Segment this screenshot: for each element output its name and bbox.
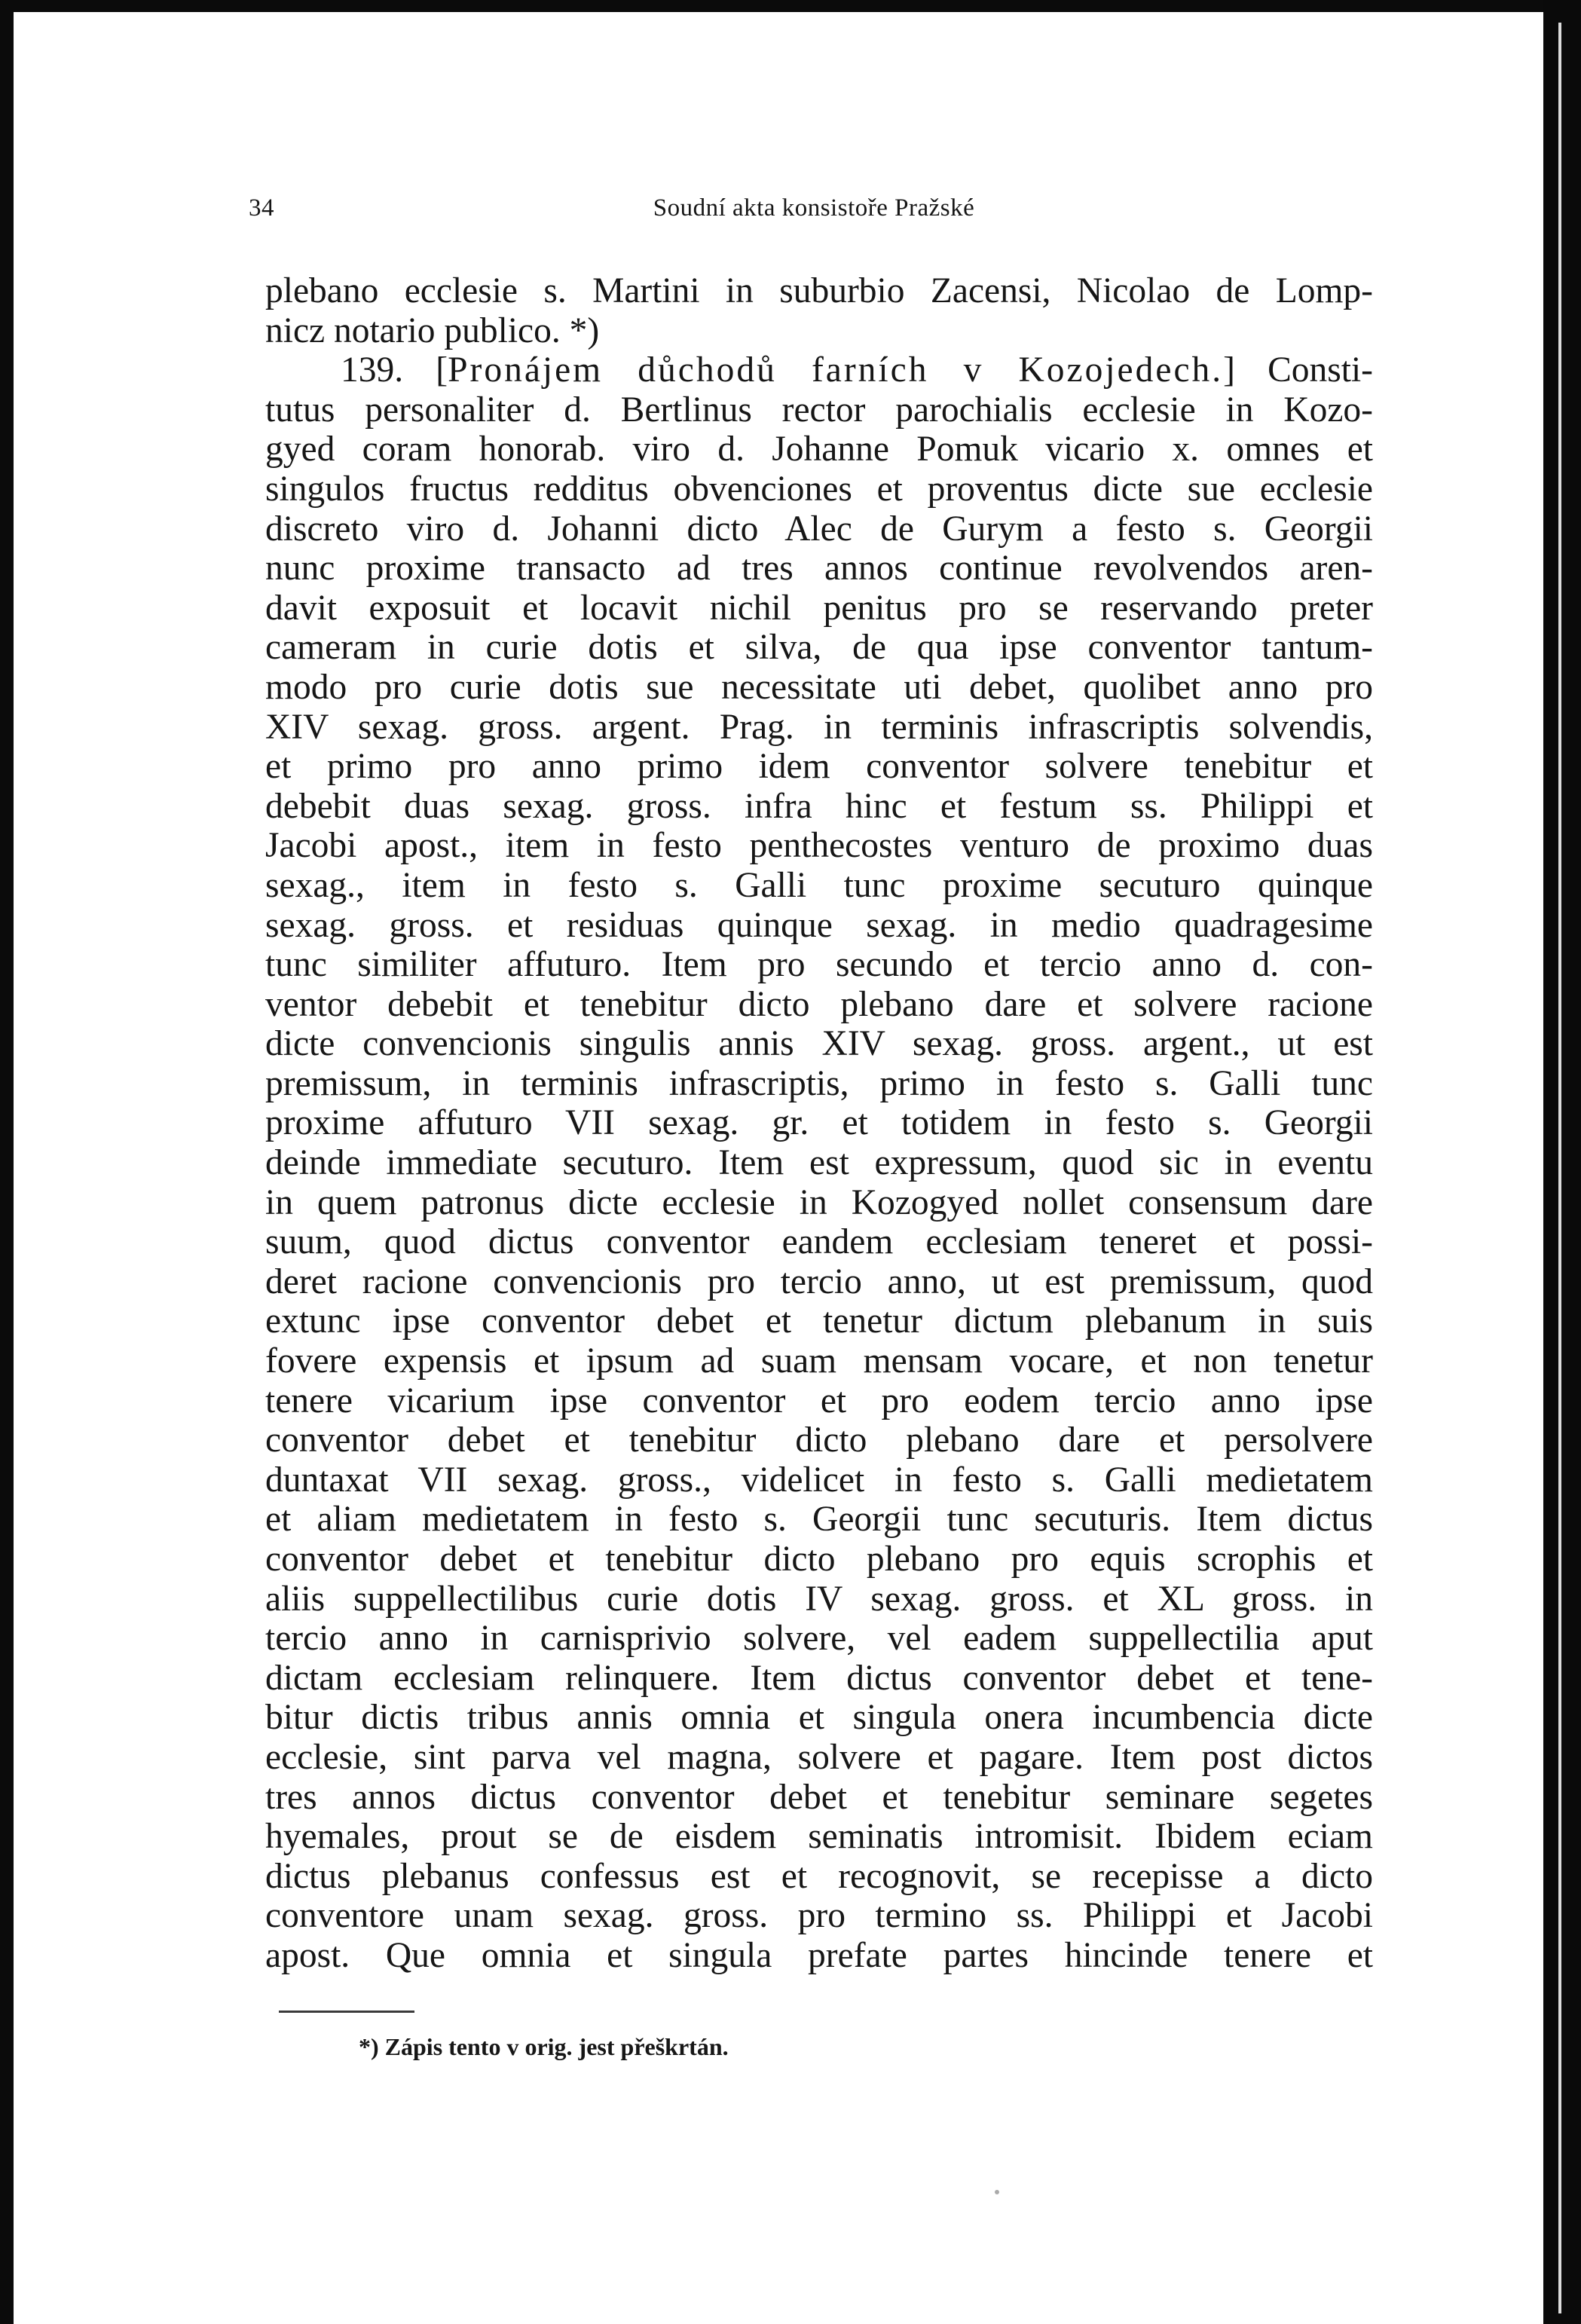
text-line: hyemales, prout se de eisdem seminatis intromisit. Ibidem eciam (265, 1817, 1373, 1857)
text-line: apost. Que omnia et singula prefate partes hincinde tenere et (265, 1935, 1373, 1975)
entry-heading-line (265, 350, 1373, 390)
text-line: conventor debet et tenebitur dicto plebano dare et persolvere (265, 1420, 1373, 1460)
text-line: dictus plebanus confessus est et recognovit, se recepisse a dicto (265, 1856, 1373, 1896)
text-line: cameram in curie dotis et silva, de qua ipse conventor tantum- (265, 628, 1373, 668)
text-line: modo pro curie dotis sue necessitate uti debet, quolibet anno pro (265, 667, 1373, 707)
text-line: ecclesie, sint parva vel magna, solvere et pagare. Item post dictos (265, 1737, 1373, 1777)
text-line: proxime affuturo VII sexag. gr. et totidem in festo s. Georgii (265, 1103, 1373, 1143)
entry-heading-text: 139. [Pronájem důchodů farních v Kozojedech.] Consti- (341, 350, 1373, 390)
text-line: singulos fructus redditus obvenciones et proventus dicte sue ecclesie (265, 469, 1373, 509)
text-line: deret racione convencionis pro tercio anno, ut est premissum, quod (265, 1261, 1373, 1301)
text-line: sexag. gross. et residuas quinque sexag. in medio quadragesime (265, 905, 1373, 945)
text-line: debebit duas sexag. gross. infra hinc et festum ss. Philippi et (265, 786, 1373, 826)
text-line: dicte convencionis singulis annis XIV sexag. gross. argent., ut est (265, 1024, 1373, 1064)
text-line: sexag., item in festo s. Galli tunc proxime secuturo quinque (265, 865, 1373, 905)
text-line: tutus personaliter d. Bertlinus rector parochialis ecclesie in Kozo- (265, 390, 1373, 430)
text-line: tunc similiter affuturo. Item pro secundo et tercio anno d. con- (265, 945, 1373, 985)
text-line: Jacobi apost., item in festo penthecostes venturo de proximo duas (265, 826, 1373, 866)
text-line: tenere vicarium ipse conventor et pro eodem tercio anno ipse (265, 1381, 1373, 1420)
text-line: plebano ecclesie s. Martini in suburbio Zacensi, Nicolao de Lomp- (265, 271, 1373, 310)
text-line: tercio anno in carnisprivio solvere, vel eadem suppellectilia aput (265, 1619, 1373, 1659)
text-line: aliis suppellectilibus curie dotis IV sexag. gross. et XL gross. in (265, 1579, 1373, 1619)
text-line: tres annos dictus conventor debet et tenebitur seminare segetes (265, 1777, 1373, 1817)
scan-border-right (1543, 0, 1581, 2324)
text-line: conventor debet et tenebitur dicto plebano pro equis scrophis et (265, 1540, 1373, 1579)
text-line: duntaxat VII sexag. gross., videlicet in festo s. Galli medietatem (265, 1460, 1373, 1500)
spaced-heading: Pronájem důchodů farních v Kozojedech. (448, 350, 1224, 390)
text-line: discreto viro d. Johanni dicto Alec de Gurym a festo s. Georgii (265, 509, 1373, 549)
scan-border-top (0, 0, 1581, 12)
footnote-rule (279, 2011, 414, 2013)
text-line: et aliam medietatem in festo s. Georgii tunc secuturis. Item dictus (265, 1500, 1373, 1540)
text-line: et primo pro anno primo idem conventor solvere tenebitur et (265, 747, 1373, 787)
footnote: *) Zápis tento v orig. jest přeškrtán. (359, 2033, 729, 2060)
text-line: nicz notario publico. *) (265, 310, 600, 350)
text-line: in quem patronus dicte ecclesie in Kozogyed nollet consensum dare (265, 1182, 1373, 1222)
scan-border-left (0, 0, 14, 2324)
running-title: Soudní akta konsistoře Pražské (653, 194, 975, 222)
text-line: fovere expensis et ipsum ad suam mensam vocare, et non tenetur (265, 1341, 1373, 1381)
text-line: gyed coram honorab. viro d. Johanne Pomuk vicario x. omnes et (265, 430, 1373, 469)
text-line: conventore unam sexag. gross. pro termino ss. Philippi et Jacobi (265, 1896, 1373, 1936)
text-line: davit exposuit et locavit nichil penitus pro se reservando preter (265, 588, 1373, 628)
text-line: extunc ipse conventor debet et tenetur dictum plebanum in suis (265, 1301, 1373, 1341)
text-line: deinde immediate secuturo. Item est expressum, quod sic in eventu (265, 1143, 1373, 1183)
body-text (265, 271, 1373, 1976)
text-line: XIV sexag. gross. argent. Prag. in terminis infrascriptis solvendis, (265, 707, 1373, 747)
text-line: nunc proxime transacto ad tres annos continue revolvendos aren- (265, 549, 1373, 589)
text-line: premissum, in terminis infrascriptis, primo in festo s. Galli tunc (265, 1063, 1373, 1103)
text-line: dictam ecclesiam relinquere. Item dictus conventor debet et tene- (265, 1658, 1373, 1698)
page-edge-line (1558, 23, 1561, 2313)
page-number: 34 (249, 194, 274, 222)
scan-speck (995, 2190, 999, 2194)
text-line: ventor debebit et tenebitur dicto plebano dare et solvere racione (265, 984, 1373, 1024)
page-header (249, 187, 1379, 232)
text-line: suum, quod dictus conventor eandem ecclesiam teneret et possi- (265, 1222, 1373, 1262)
text-line: bitur dictis tribus annis omnia et singula onera incumbencia dicte (265, 1698, 1373, 1738)
page-edge-strip (1515, 12, 1543, 2324)
